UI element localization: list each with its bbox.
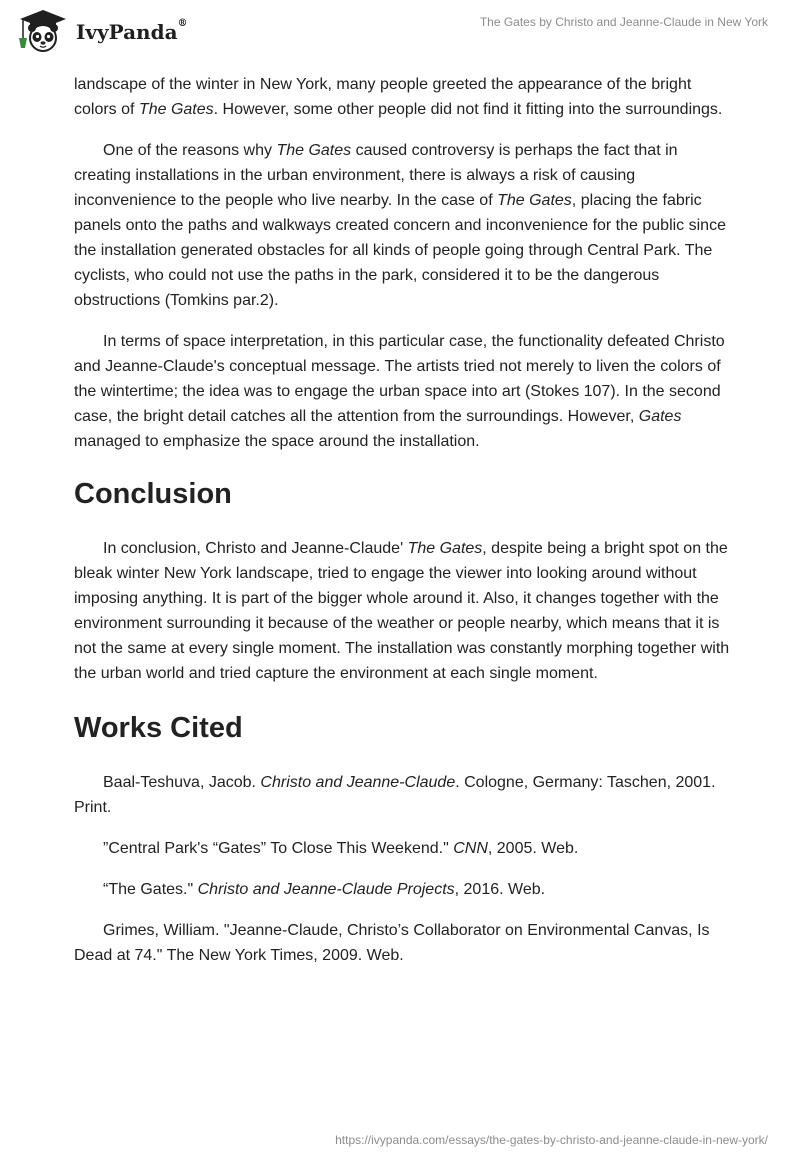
works-cited-heading: Works Cited	[74, 712, 243, 744]
paragraph-conclusion	[74, 536, 734, 686]
brand-text: IvyPanda	[76, 20, 178, 44]
italic-title: The Gates	[276, 142, 352, 159]
text-run: In terms of space interpretation, in this particular case, the functionality defeated Christo and Jeanne-Claude's conceptual message. The artists tried not merely to liven the colors of the wintertime; the idea was to engage the urban space into art (Stokes 107). In the second case, the bright detail catches all the attention from the surroundings. However,	[74, 333, 725, 425]
paragraph-space-interpretation	[74, 329, 734, 454]
panda-graduate-icon	[14, 8, 72, 54]
paragraph-controversy	[74, 138, 734, 313]
text-run: ”Central Park's “Gates” To Close This Weekend."	[103, 840, 454, 857]
text-run: , placing the fabric panels onto the paths and walkways created concern and inconvenience for the public since the installation generated obstacles for all kinds of people going through Central Park. The cyclists, who could not use the paths in the park, considered it to be the dangerous obstructions (Tomkins par.2).	[74, 192, 726, 309]
citation-item	[74, 918, 734, 968]
text-run: , 2016. Web.	[454, 881, 546, 898]
source-url-link[interactable]: https://ivypanda.com/essays/the-gates-by-christo-and-jeanne-claude-in-new-york/	[335, 1133, 768, 1147]
essay-content	[74, 72, 734, 968]
italic-title: Christo and Jeanne-Claude	[260, 774, 456, 791]
italic-title: CNN	[453, 840, 488, 857]
text-run: One of the reasons why	[103, 142, 277, 159]
text-run: . However, some other people did not find it fitting into the surroundings.	[213, 101, 723, 118]
text-run: , 2005. Web.	[487, 840, 579, 857]
citation-item	[74, 836, 734, 861]
registered-mark: ®	[177, 18, 188, 29]
italic-title: The Gates	[138, 101, 214, 118]
text-run: Grimes, William. "Jeanne-Claude, Christo’s Collaborator on Environmental Canvas, Is Dead at 74." The New York Times, 2009. Web.	[74, 922, 710, 964]
text-run: managed to emphasize the space around the installation.	[74, 433, 480, 450]
italic-title: The Gates	[497, 192, 572, 209]
conclusion-heading: Conclusion	[74, 478, 232, 510]
running-title: The Gates by Christo and Jeanne-Claude in New York	[479, 15, 768, 29]
text-run: , despite being a bright spot on the bleak winter New York landscape, tried to engage the viewer into looking around without imposing anything. It is part of the bigger whole around it. Also, it changes together with the environment surrounding it because of the weather or people nearby, which means that it is not the same at every single moment. The installation was constantly morphing together with the urban world and tried capture the environment at each single moment.	[74, 540, 730, 682]
text-run: caused controversy is perhaps the fact that in creating installations in the urban environment, there is always a risk of causing inconvenience to the people who live nearby. In the case of	[74, 142, 678, 209]
italic-title: Christo and Jeanne-Claude Projects	[197, 881, 455, 898]
text-run: landscape of the winter in New York, many people greeted the appearance of the bright colors of	[74, 76, 692, 118]
text-run: . Cologne, Germany: Taschen, 2001. Print.	[74, 774, 716, 816]
citation-item	[74, 770, 734, 820]
italic-title: Gates	[638, 408, 682, 425]
paragraph-continuation	[74, 72, 734, 122]
ivypanda-logo[interactable]	[14, 8, 188, 54]
text-run: “The Gates."	[103, 881, 198, 898]
citation-item	[74, 877, 734, 902]
brand-name	[76, 20, 188, 44]
text-run: Baal-Teshuva, Jacob.	[103, 774, 261, 791]
italic-title: The Gates	[407, 540, 483, 557]
text-run: In conclusion, Christo and Jeanne-Claude'	[103, 540, 408, 557]
page-header	[0, 0, 800, 62]
